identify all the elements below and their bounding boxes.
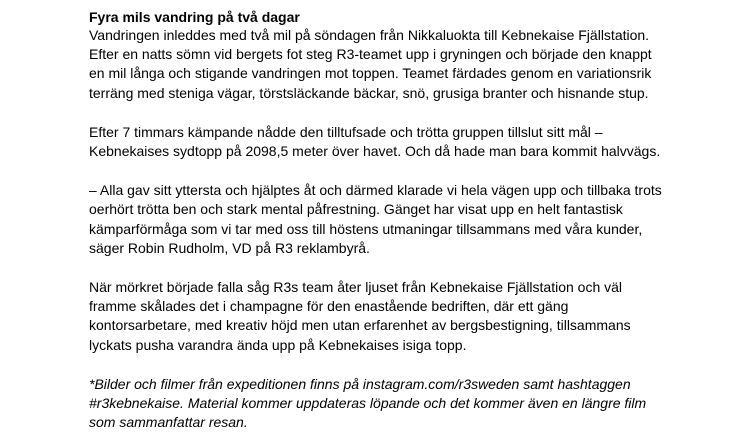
paragraph-gap: [89, 161, 739, 181]
paragraph-gap: [89, 355, 739, 375]
paragraph-hike-intro: [89, 26, 739, 103]
paragraph-line: Kebnekaises sydtopp på 2098,5 meter över havet. Och då hade man bara kommit halvvägs.: [89, 143, 661, 160]
paragraph-gap: [89, 103, 739, 123]
paragraph-line: Efter 7 timmars kämpande nådde den tilltufsade och trötta gruppen tillslut sitt mål –: [89, 123, 603, 140]
paragraph-line: framme skålades det i champagne för den enastående bedriften, där ett gäng: [89, 298, 569, 315]
paragraph-line: säger Robin Rudholm, VD på R3 reklambyrå.: [89, 239, 370, 256]
paragraph-line: Efter en natts sömn vid bergets fot steg R3-teamet upp i gryningen och började den knappt: [89, 46, 652, 63]
paragraph-line: oerhört trötta ben och stark mental påfrestning. Gänget har visat upp en helt fantastisk: [89, 201, 623, 218]
paragraph-line: Vandringen inleddes med två mil på söndagen från Nikkaluokta till Kebnekaise Fjällstation.: [89, 27, 650, 43]
paragraph-celebration: [89, 278, 739, 355]
footnote-line: *Bilder och filmer från expeditionen finns på instagram.com/r3sweden samt hashtaggen: [89, 375, 631, 392]
paragraph-line: lyckats pusha varandra ända upp på Kebnekaises isiga topp.: [89, 336, 467, 353]
paragraph-line: kontorsarbetare, med kreativ höjd men utan erfarenhet av bergsbestigning, tillsammans: [89, 317, 631, 334]
paragraph-line: kämparförmåga som vi tar med oss till höstens utmaningar tillsammans med våra kunder,: [89, 220, 643, 237]
footnote-line: som sammanfattar resan.: [89, 414, 248, 431]
footnote: [89, 375, 739, 432]
paragraph-line: När mörkret började falla såg R3s team åter ljuset från Kebnekaise Fjällstation och väl: [89, 279, 623, 296]
paragraph-line: en mil långa och stigande vandringen mot toppen. Teamet färdades genom en variationsrik: [89, 65, 652, 82]
document-page: [89, 8, 739, 432]
paragraph-line: – Alla gav sitt yttersta och hjälptes åt och därmed klarade vi hela vägen upp och tillbaka trots: [89, 182, 662, 199]
paragraph-line: terräng med steniga vägar, törstsläckande bäckar, snö, grusiga branter och hisnande stup.: [89, 84, 649, 101]
paragraph-gap: [89, 258, 739, 278]
footnote-line: #r3kebnekaise. Material kommer uppdateras löpande och det kommer även en längre film: [89, 395, 647, 412]
paragraph-quote: [89, 181, 739, 258]
article-heading: Fyra mils vandring på två dagar: [89, 9, 300, 25]
paragraph-summit: [89, 123, 739, 161]
